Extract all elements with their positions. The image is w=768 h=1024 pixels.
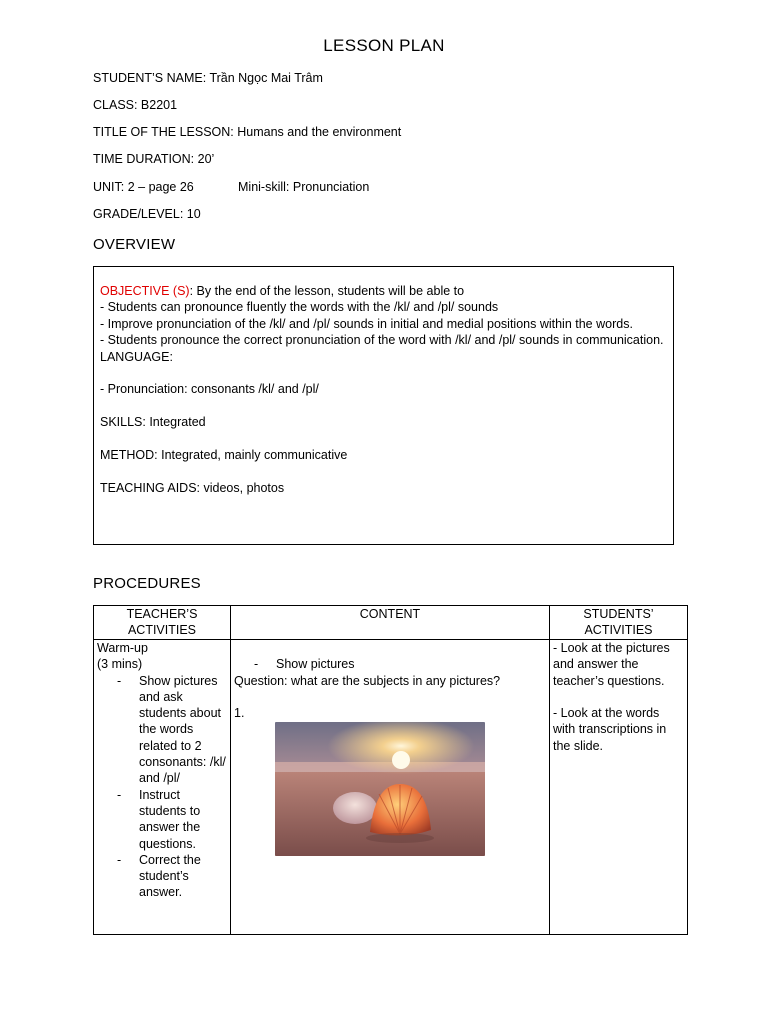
content-header: CONTENT <box>231 606 550 640</box>
picture-number: 1. <box>234 706 245 721</box>
objective-item: - Students pronounce the correct pronunciation of the word with /kl/ and /pl/ sounds in communication. <box>100 333 664 348</box>
objective-line <box>100 283 667 299</box>
procedures-heading: PROCEDURES <box>93 575 201 592</box>
content-show-pictures: - Show pictures <box>254 657 355 672</box>
teacher-activities-header: TEACHER’S ACTIVITIES <box>94 606 231 640</box>
objective-item: - Improve pronunciation of the /kl/ and /pl/ sounds in initial and medial positions within the words. <box>100 316 633 331</box>
stage-time: (3 mins) <box>97 657 143 672</box>
student-activity-item: - Look at the pictures and answer the teacher’s questions. <box>553 641 670 688</box>
students-activities-header: STUDENTS’ ACTIVITIES <box>550 606 688 640</box>
overview-heading: OVERVIEW <box>93 236 176 253</box>
teacher-activity-item: - Instruct students to answer the questions. <box>117 787 201 851</box>
student-name: STUDENT’S NAME: Trần Ngọc Mai Trâm <box>93 71 323 85</box>
objective-intro: : By the end of the lesson, students will be able to <box>189 284 465 298</box>
overview-box <box>93 266 674 545</box>
seashell-beach-photo <box>275 722 485 856</box>
mini-skill: Mini-skill: Pronunciation <box>238 180 370 194</box>
students-activities-cell <box>550 640 688 935</box>
unit: UNIT: 2 – page 26 <box>93 180 194 194</box>
student-activity-item: - Look at the words with transcriptions in the slide. <box>553 706 667 753</box>
stage-label: Warm-up <box>97 641 148 655</box>
page-title: LESSON PLAN <box>323 36 445 55</box>
language-item: - Pronunciation: consonants /kl/ and /pl/ <box>100 382 319 397</box>
method: METHOD: Integrated, mainly communicative <box>100 448 348 463</box>
procedures-table <box>93 605 688 935</box>
teaching-aids: TEACHING AIDS: videos, photos <box>100 480 285 495</box>
content-question: Question: what are the subjects in any pictures? <box>234 673 501 688</box>
language-label: LANGUAGE: <box>100 349 173 364</box>
objective-item: - Students can pronounce fluently the words with the /kl/ and /pl/ sounds <box>100 300 499 315</box>
class: CLASS: B2201 <box>93 98 178 112</box>
objective-label: OBJECTIVE (S) <box>100 284 190 298</box>
lesson-title: TITLE OF THE LESSON: Humans and the environment <box>93 125 402 139</box>
teacher-activities-cell <box>94 640 231 935</box>
teacher-activity-item: - Show pictures and ask students about the words related to 2 consonants: /kl/ and /pl/ <box>117 673 226 786</box>
time-duration: TIME DURATION: 20’ <box>93 152 215 166</box>
content-cell <box>231 640 550 935</box>
teacher-activity-item: - Correct the student’s answer. <box>117 852 201 900</box>
grade-level: GRADE/LEVEL: 10 <box>93 207 201 221</box>
skills: SKILLS: Integrated <box>100 415 206 430</box>
